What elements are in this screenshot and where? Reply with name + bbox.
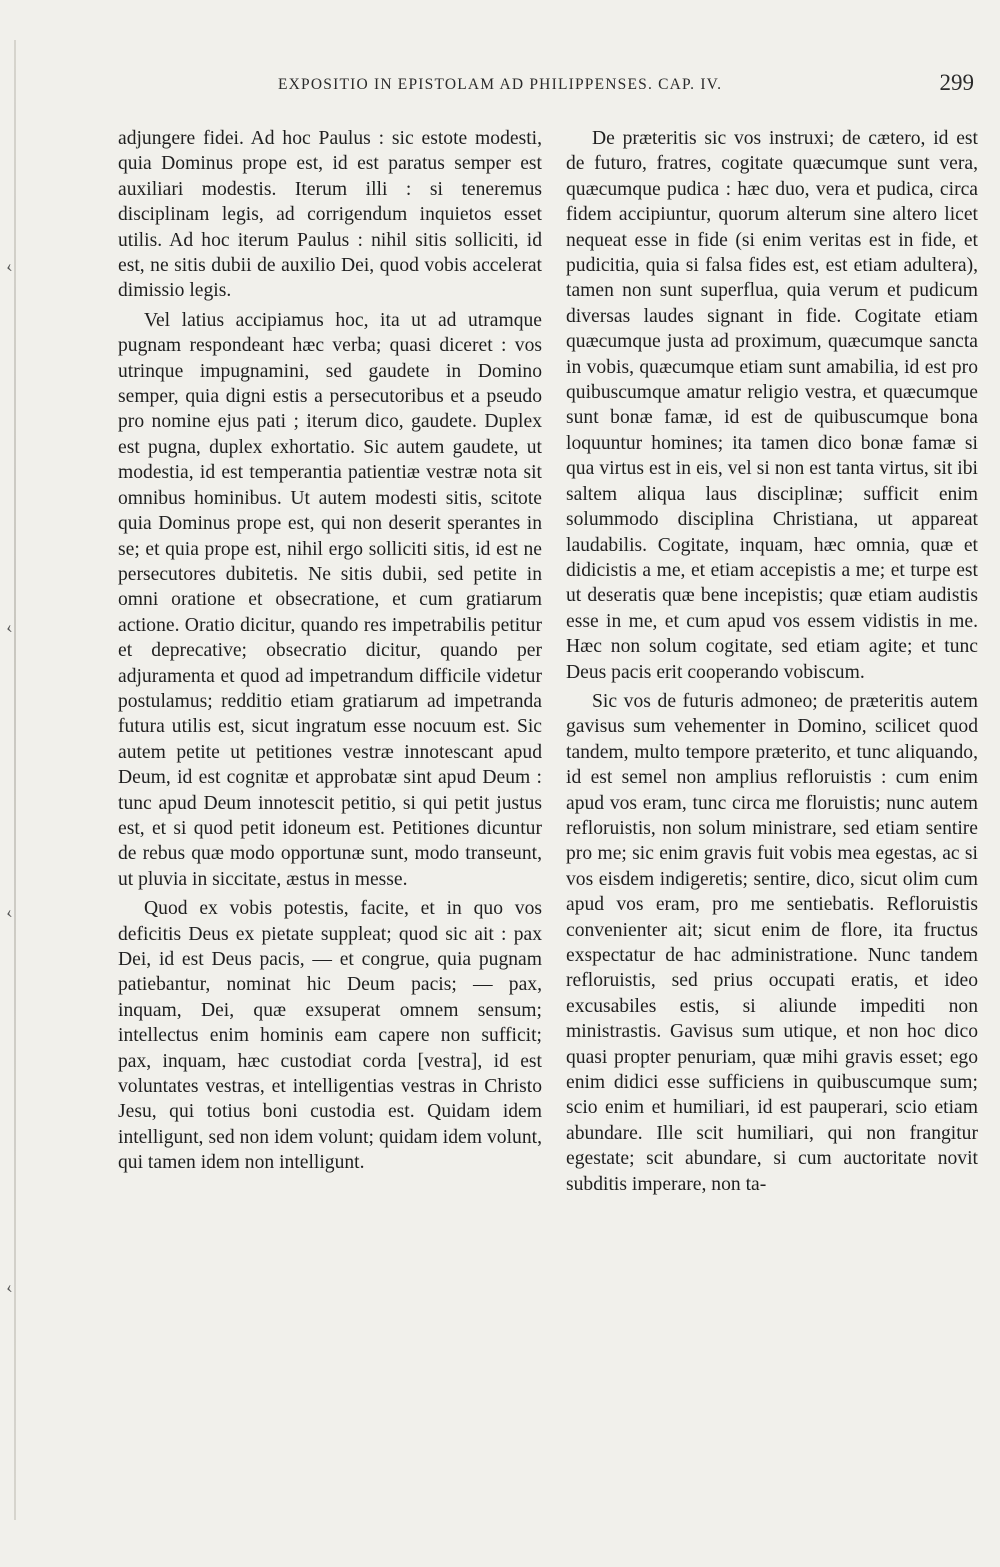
margin-marks bbox=[0, 0, 30, 1567]
paragraph: Vel latius accipiamus hoc, ita ut ad utramque pugnam respondeant hæc verba; quasi diceret : vos utrinque impugnamini, sed gaudete in Domino semper, quia digni estis a persecutoribus et a pseudo pro nomine ejus pati ; iterum dico, gaudete. Duplex est pugna, duplex exhortatio. Sic autem gaudete, ut modestia, id est temperantia patientiæ vestræ nota sit omnibus hominibus. Ut autem modesti sitis, scitote quia Dominus prope est, qui non deserit sperantes in se; et quia prope est, nihil ergo solliciti sitis, id est ne persecutores dubitetis. Ne sitis dubii, sed petite in omni oratione et obsecratione, et cum gratiarum actione. Oratio dicitur, quando res impetrabilis petitur et deprecative; obsecratio dicitur, quando per adjuramenta et quod ad impetrandum difficile videtur postulamus; redditio etiam gratiarum ad impetranda futura utilis est, sicut ingratum esse nocuum est. Sic autem petite ut petitiones vestræ innotescant apud Deum, id est cognitæ et approbatæ sint apud Deum : tunc apud Deum innotescit petitio, si qui petit justus est, et si quod petit idoneum est. Petitiones dicuntur de rebus quæ modo opportunæ sunt, modo transeunt, ut pluvia in siccitate, æstus in messe. bbox=[118, 309, 542, 890]
paragraph: De præteritis sic vos instruxi; de cætero, id est de futuro, fratres, cogitate quæcumque sunt vera, quæcumque pudica : hæc duo, vera et pudica, circa fidem accipiuntur, quorum alterum sine altero licet nequeat esse in fide (si enim veritas est in fide, et pudicitia, quia si falsa fides est, est etiam adultera), tamen non sunt superflua, quia verum et pudicum diversas laudes signant in fide. Cogitate etiam quæcumque justa ad proximum, quæcumque sancta in vobis, quæcumque etiam sunt amabilia, id est pro quibuscumque amatur religio vestra, et quæcumque sunt bonæ famæ, id est de quibuscumque bona loquuntur homines; ita tamen dico bonæ famæ si qua virtus est in eis, vel si non est tanta virtus, sit ibi saltem aliqua laus disciplinæ; sufficit enim solummodo disciplina Christiana, ut appareat laudabilis. Cogitate, inquam, hæc omnia, quæ et didicistis a me, et etiam accepistis a me; et turpe est ut deseratis quæ bene incepistis; quæ etiam audistis esse in me, et cum apud vos essem vidistis in me. Hæc non solum cogitate, sed etiam agite; et tunc Deus pacis erit cooperando vobiscum. bbox=[566, 128, 978, 683]
right-column bbox=[566, 126, 978, 1201]
left-column bbox=[118, 126, 542, 1180]
margin-mark: ‹ bbox=[4, 1276, 14, 1298]
paragraph: Sic vos de futuris admoneo; de præteritis autem gavisus sum vehementer in Domino, scilicet quod tandem, multo tempore præterito, et tunc aliquando, id est semel non amplius refloruistis : cum enim apud vos eram, tunc circa me floruistis; nunc autem refloruistis, non solum ministrare, sed etiam sentire pro me; sic enim gravis fuit vobis mea egestas, ac si vos eisdem indigeretis; sentire, dico, sicut olim cum apud vos eram, pro me sentiebatis. Refloruistis convenienter ait; sicut enim de flore, ita fructus exspectatur de hac administratione. Nunc tandem refloruistis, sed prius occupati eratis, et ideo excusabiles estis, si aliunde impediti non ministrastis. Gavisus sum utique, et non hoc dico quasi propter penuriam, quæ mihi gravis esset; ego enim didici esse sufficiens in quibuscumque sum; scio enim et humiliari, id est pauperari, scio etiam abundare. Ille scit humiliari, qui non frangitur egestate; scit abundare, si cum auctoritate novit subditis imperare, non ta- bbox=[566, 690, 978, 1195]
page-number: 299 bbox=[939, 70, 974, 95]
running-title: EXPOSITIO IN EPISTOLAM AD PHILIPPENSES. CAP. IV. bbox=[278, 76, 723, 93]
page-header bbox=[118, 72, 978, 108]
paragraph: adjungere fidei. Ad hoc Paulus : sic estote modesti, quia Dominus prope est, id est paratus semper est auxiliari modestis. Iterum illi : si teneremus disciplinam legis, ad corrigendum inquietos esset utilis. Ad hoc iterum Paulus : nihil sitis solliciti, id est, ne sitis dubii de auxilio Dei, quod vobis accelerat dimissio legis. bbox=[118, 128, 542, 302]
paragraph: Quod ex vobis potestis, facite, et in quo vos deficitis Deus ex pietate suppleat; quod sic ait : pax Dei, id est Deus pacis, — et congrue, quia pugnam patiebantur, nominat hic Deum pacis; — pax, inquam, Dei, quæ exsuperat omnem sensum; intellectus enim hominis eam capere non sufficit; pax, inquam, hæc custodiat corda [vestra], id est voluntates vestras, et intelligentias vestras in Christo Jesu, qui totius boni custodia est. Quidam idem intelligunt, sed non idem volunt; quidam idem volunt, qui tamen idem non intelligunt. bbox=[118, 898, 542, 1174]
margin-mark: ‹ bbox=[4, 616, 14, 638]
margin-mark: ‹ bbox=[4, 255, 14, 277]
margin-mark: ‹ bbox=[4, 901, 14, 923]
